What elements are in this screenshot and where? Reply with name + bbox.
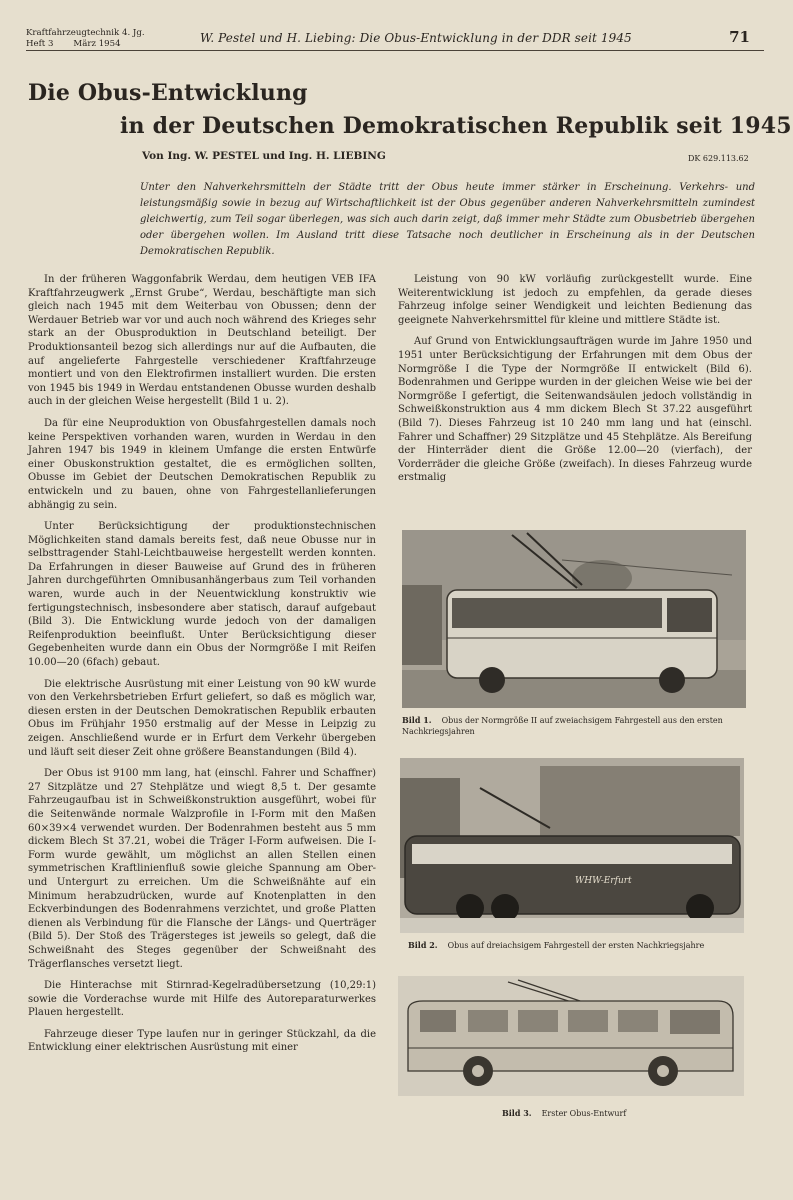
page-number: 71 bbox=[729, 28, 750, 46]
figure-3-caption-text: Erster Obus-Entwurf bbox=[541, 1109, 627, 1118]
paragraph: Fahrzeuge dieser Type laufen nur in geringer Stückzahl, da die Entwicklung einer elektrischen Ausrüstung mit einer bbox=[28, 1028, 376, 1054]
paragraph: Auf Grund von Entwicklungsaufträgen wurde im Jahre 1950 und 1951 unter Berücksichtigung der Erfahrungen mit dem Obus der Normgröße I die Type der Normgröße II entwickelt (Bild 6). Bodenrahmen und Gerippe wurden in der gleichen Weise wie bei der Normgröße I gefertigt, die Seitenwandsäulen jedoch vollständig in Schweißkonstruktion aus 4 mm dickem Blech St 37.22 ausgeführt (Bild 7). Dieses Fahrzeug ist 10 240 mm lang und hat (einschl. Fahrer und Schaffner) 29 Sitzplätze und 45 Stehplätze. Als Bereifung der Hinterräder dient die Größe 12.00—20 (vierfach), der Vorderräder die gleiche Größe (zweifach). In dieses Fahrzeug wurde erstmalig bbox=[398, 336, 752, 484]
bus-photo-1 bbox=[402, 530, 746, 708]
article-byline: Von Ing. W. PESTEL und Ing. H. LIEBING bbox=[142, 150, 386, 162]
figure-2-caption bbox=[408, 940, 744, 951]
paragraph: Die elektrische Ausrüstung mit einer Leistung von 90 kW wurde von den Verkehrsbetrieben Erfurt geliefert, so daß es möglich war, diesen ersten in der Deutschen Demokratischen Republik erbauten Obus im Frühjahr 1950 erstmalig auf der Messe in Leipzig zu zeigen. Anschließend wurde er in Erfurt dem Verkehr übergeben und läuft seit dieser Zeit ohne größere Beanstandungen (Bild 4). bbox=[28, 678, 376, 758]
figure-1 bbox=[402, 530, 746, 740]
article-abstract bbox=[140, 180, 755, 260]
header-rule bbox=[26, 50, 764, 51]
figure-2-caption-text: Obus auf dreiachsigem Fahrgestell der ersten Nachkriegsjahre bbox=[447, 941, 705, 950]
dk-classification: DK 629.113.62 bbox=[688, 154, 749, 163]
paragraph: Der Obus ist 9100 mm lang, hat (einschl. Fahrer und Schaffner) 27 Sitzplätze und 27 Stehplätze und wiegt 8,5 t. Der gesamte Fahrzeugaufbau ist in Schweißkonstruktion ausgeführt, wobei für die Seitenwände normale Walzprofile in I-Form mit den Maßen 60×39×4 verwendet wurden. Der Bodenrahmen besteht aus 5 mm dickem Blech St 37.21, wobei die Träger I-Form aufweisen. Die I-Form wurde gewählt, um möglichst an allen Stellen einen symmetrischen Kraftlinienfluß sowie gleiche Spannung am Ober- und Untergurt zu erreichen. Um die Schweißnähte auf ein Minimum herabzudrücken, wurde auf Knotenplatten in den Eckverbindungen des Bodenrahmens verzichtet, und große Platten dienen als Verbindung für die Flansche der Längs- und Querträger (Bild 5). Der Stoß des Trägersteges ist jeweils so gelegt, daß die Schweißnaht des Steges gegenüber der Schweißnaht des Trägerflansches versetzt liegt. bbox=[28, 768, 376, 970]
bus-lettering: WHW-Erfurt bbox=[575, 876, 632, 886]
paragraph: In der früheren Waggonfabrik Werdau, dem heutigen VEB IFA Kraftfahrzeugwerk „Ernst Grube“, Werdau, beschäftigte man sich gleich nach 1945 mit dem Weiterbau von Obussen; denn der Werdauer Betrieb war vor und auch noch während des Krieges sehr stark an der Obusproduktion in Deutschland beteiligt. Der Produktionsanteil bezog sich allerdings nur auf die Aufbauten, die auf angelieferte Fahrgestelle verschiedener Kraftfahrzeuge montiert und von den Elektrofirmen installiert wurden. Die ersten von 1945 bis 1949 in Werdau entstandenen Obusse wurden deshalb auch in der gleichen Weise hergestellt (Bild 1 u. 2). bbox=[28, 274, 376, 408]
paragraph: Unter Berücksichtigung der produktionstechnischen Möglichkeiten stand damals bereits fest, daß neue Obusse nur in selbsttragender Stahl-Leichtbauweise hergestellt werden konnten. Da Erfahrungen in dieser Bauweise auf Grund des in früheren Jahren durchgeführten Omnibusanhängerbaus zum Teil vorhanden waren, wurde auch in der Neuentwicklung konstruktiv wie fertigungstechnisch, insbesondere aber statisch, darauf aufgebaut (Bild 3). Die Entwicklung wurde jedoch von der damaligen Reifenproduktion beeinflußt. Unter Berücksichtigung dieser Gegebenheiten wurde dann ein Obus der Normgröße I mit Reifen 10.00—20 (6fach) gebaut. bbox=[28, 521, 376, 669]
figure-2-number: Bild 2. bbox=[408, 940, 438, 950]
running-title: W. Pestel und H. Liebing: Die Obus-Entwicklung in der DDR seit 1945 bbox=[200, 31, 632, 45]
figure-1-caption-text: Obus der Normgröße II auf zweiachsigem Fahrgestell aus den ersten Nachkriegsjahren bbox=[402, 716, 723, 736]
figure-3-number: Bild 3. bbox=[502, 1108, 532, 1118]
journal-info bbox=[26, 28, 145, 50]
journal-date: März 1954 bbox=[73, 39, 121, 49]
article-title-line-1: Die Obus-Entwicklung bbox=[28, 80, 308, 106]
figure-3-caption bbox=[502, 1108, 742, 1119]
body-column-right bbox=[398, 273, 752, 493]
bus-drawing-3 bbox=[398, 976, 744, 1096]
figure-1-caption bbox=[402, 715, 746, 737]
bus-photo-2 bbox=[400, 758, 744, 933]
figure-1-number: Bild 1. bbox=[402, 715, 432, 725]
journal-issue: Heft 3 bbox=[26, 39, 54, 49]
body-column-left bbox=[28, 273, 376, 1063]
journal-name: Kraftfahrzeugtechnik 4. Jg. bbox=[26, 28, 145, 38]
figure-1-photo bbox=[402, 530, 746, 708]
paragraph: Die Hinterachse mit Stirnrad-Kegelradübersetzung (10,29:1) sowie die Vorderachse wurde mit Hilfe des Autoreparaturwerkes Plauen hergestellt. bbox=[28, 980, 376, 1019]
figure-2-photo bbox=[400, 758, 744, 933]
abstract-text: Unter den Nahverkehrsmitteln der Städte tritt der Obus heute immer stärker in Erscheinung. Verkehrs- und leistungsmäßig sowie in bezug auf Wirtschaftlichkeit ist der Obus gegenüber anderen Nahverkehrsmitteln zumindest gleichwertig, zum Teil sogar überlegen, was sich auch darin zeigt, daß immer mehr Städte zum Obusbetrieb übergehen oder übergehen wollen. Im Ausland tritt diese Tatsache noch deutlicher in Erscheinung als in der Deutschen Demokratischen Republik. bbox=[140, 182, 755, 257]
figure-2 bbox=[400, 758, 744, 958]
paragraph: Leistung von 90 kW vorläufig zurückgestellt wurde. Eine Weiterentwicklung ist jedoch zu empfehlen, da gerade dieses Fahrzeug infolge seiner Wendigkeit und leichten Bedienung das geeignete Nahverkehrsmittel für kleine und mittlere Städte ist. bbox=[398, 274, 752, 326]
figure-3-drawing bbox=[398, 976, 744, 1096]
figure-3 bbox=[398, 976, 744, 1126]
paragraph: Da für eine Neuproduktion von Obusfahrgestellen damals noch keine Perspektiven vorhanden waren, wurden in Werdau in den Jahren 1947 bis 1949 in kleinem Umfange die ersten Entwürfe einer Obuskonstruktion gestaltet, die es ermöglichen sollten, Obusse im Gebiet der Deutschen Demokratischen Republik zu entwickeln und zu bauen, ohne von Fahrgestellanlieferungen abhängig zu sein. bbox=[28, 417, 376, 511]
article-title-line-2: in der Deutschen Demokratischen Republik seit 1945 bbox=[120, 113, 792, 139]
